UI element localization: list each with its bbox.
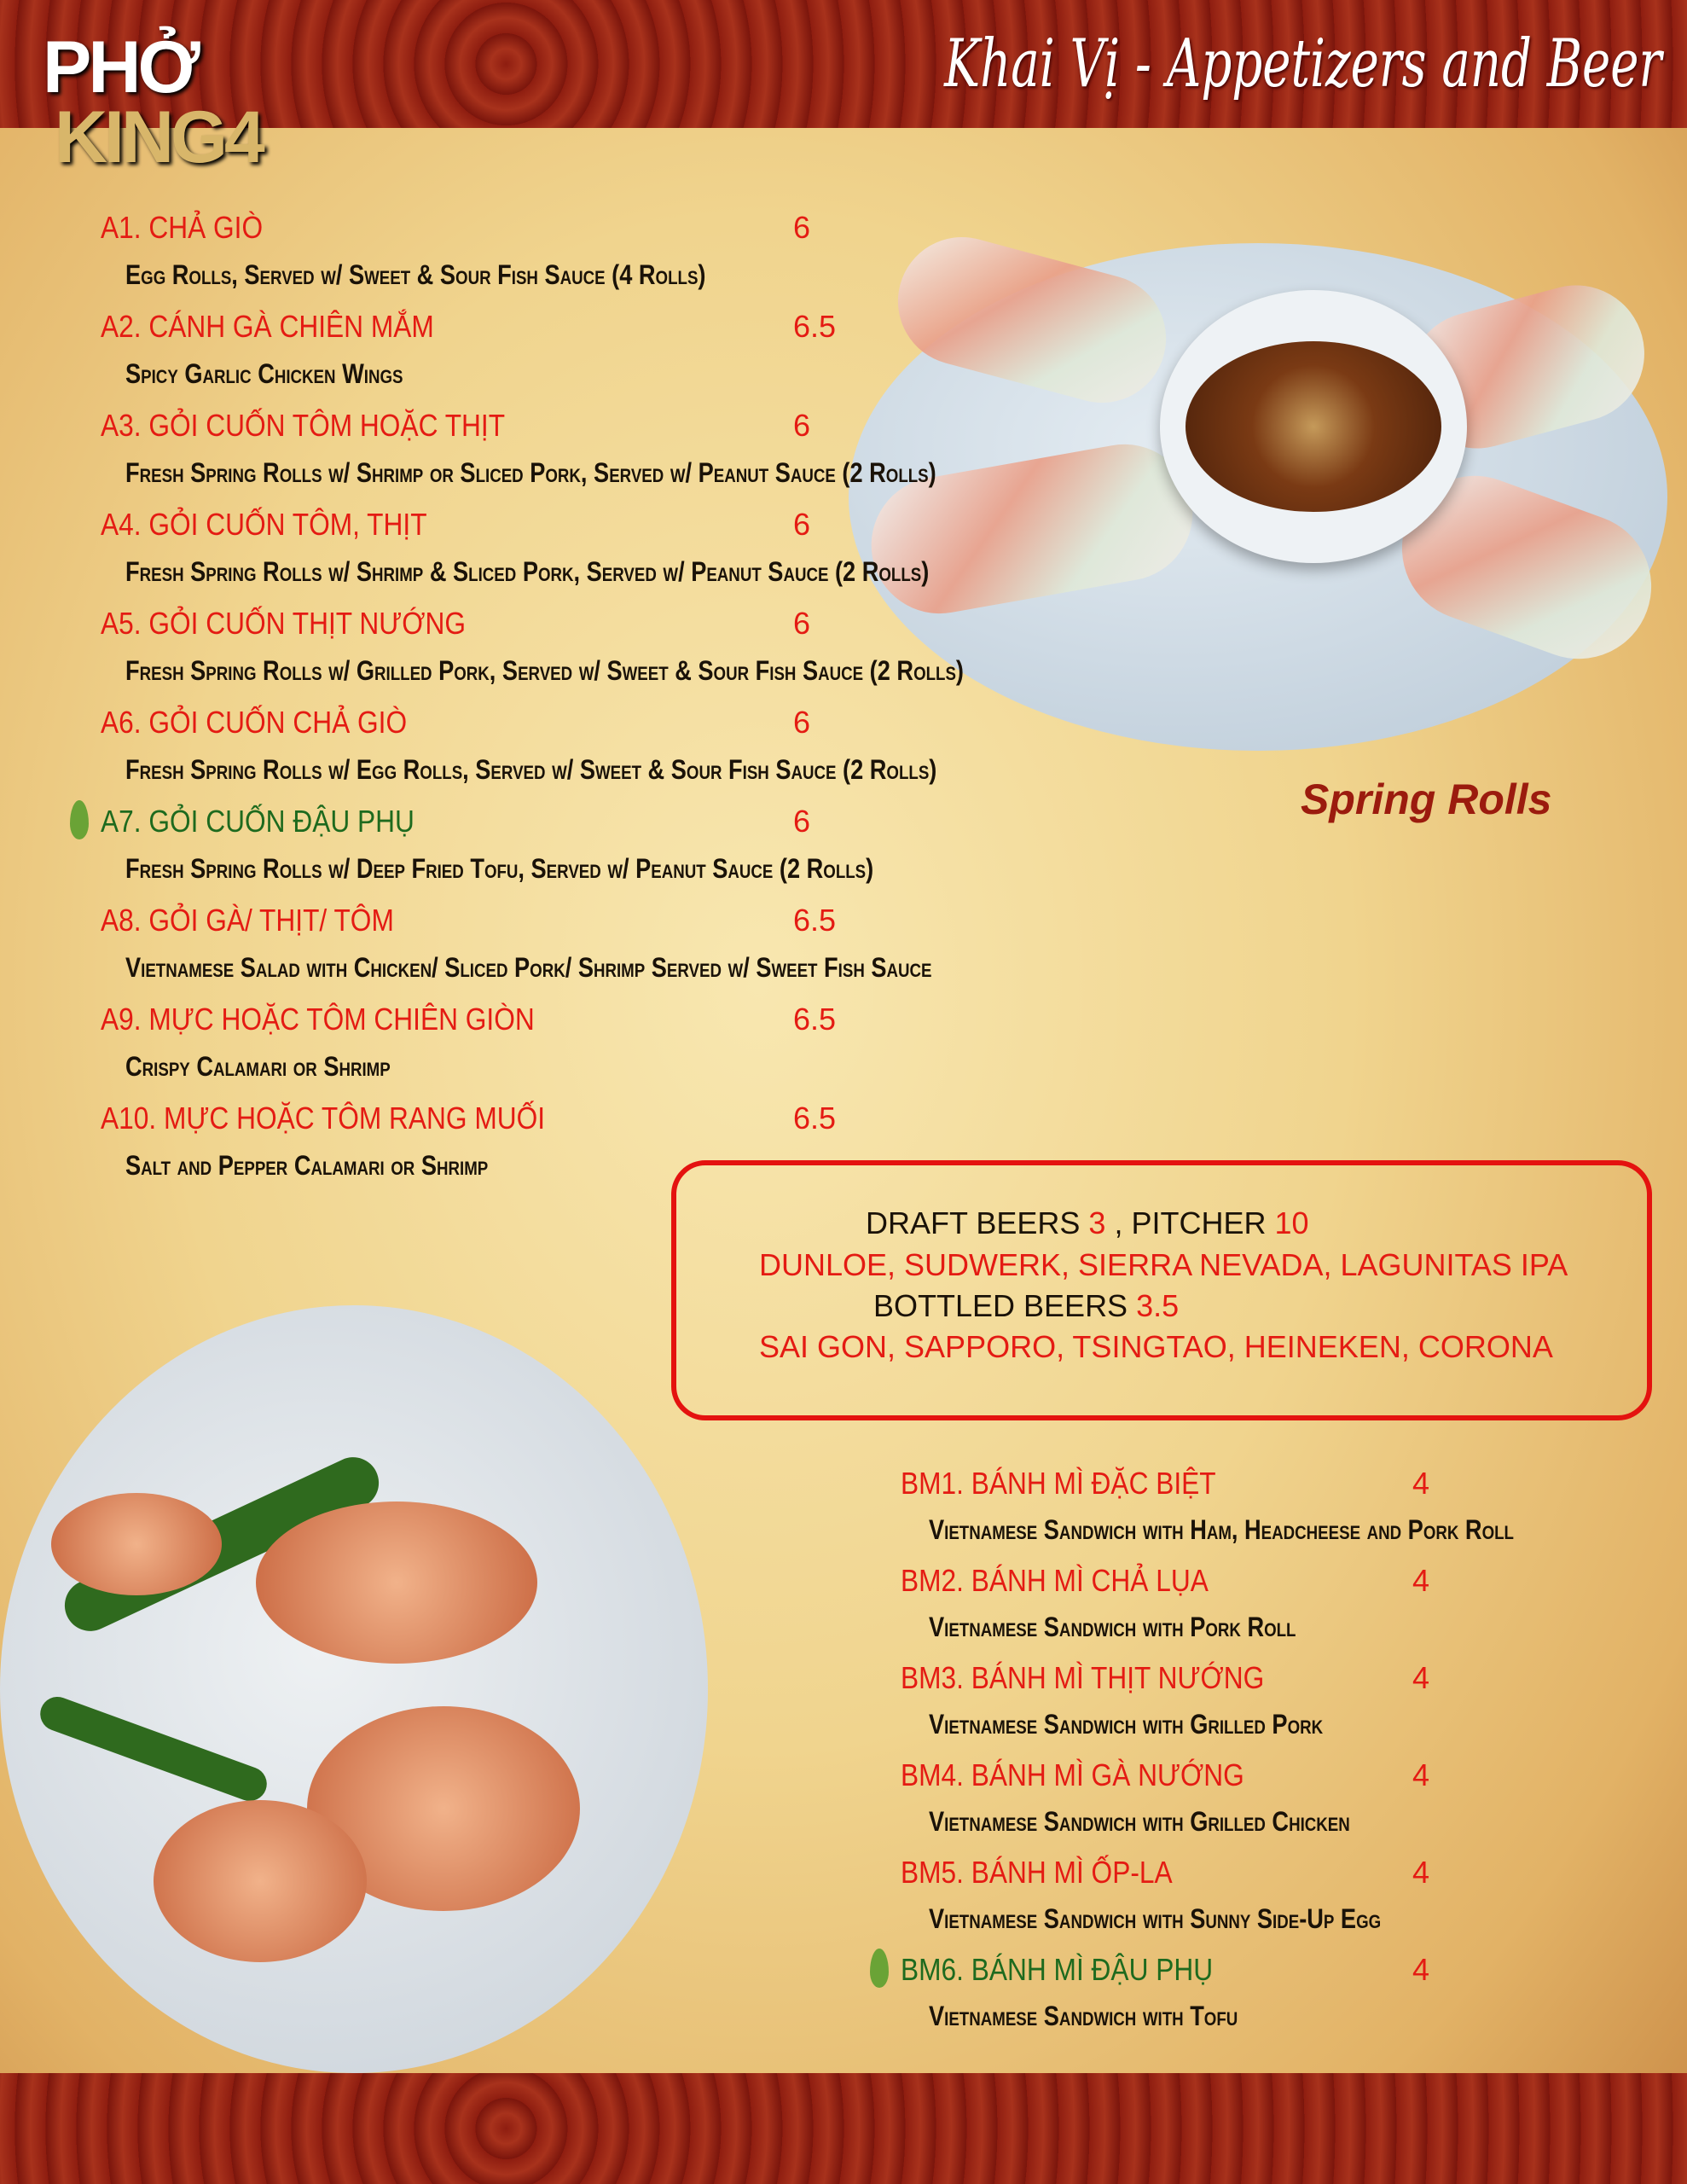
- item-name-text: A2. CÁNH GÀ CHIÊN MẮM: [101, 309, 434, 344]
- draft-beers-line: [866, 1205, 1309, 1241]
- menu-item-price: 6: [793, 606, 811, 641]
- pitcher-price: 10: [1274, 1205, 1309, 1240]
- menu-item-description: Vietnamese Sandwich with Grilled Pork: [929, 1709, 1324, 1740]
- peanut-sauce-bowl: [1160, 290, 1467, 563]
- item-name-text: BM2. BÁNH MÌ CHẢ LỤA: [901, 1563, 1209, 1598]
- shrimp-image: [154, 1800, 367, 1962]
- item-name-text: A10. MỰC HOẶC TÔM RANG MUỐI: [101, 1101, 546, 1136]
- item-name-text: A7. GỎI CUỐN ĐẬU PHỤ: [101, 804, 415, 839]
- item-name-text: BM4. BÁNH MÌ GÀ NƯỚNG: [901, 1757, 1244, 1792]
- menu-item-price: 4: [1412, 1563, 1430, 1598]
- footer-band: [0, 2073, 1687, 2184]
- menu-item-price: 6.5: [793, 1002, 837, 1037]
- logo: [43, 26, 316, 179]
- item-name-text: A1. CHẢ GIÒ: [101, 210, 264, 245]
- item-name-text: A5. GỎI CUỐN THỊT NƯỚNG: [101, 606, 466, 641]
- menu-item-name: [101, 408, 560, 444]
- menu-item-price: 4: [1412, 1466, 1430, 1501]
- menu-item-price: 4: [1412, 1952, 1430, 1987]
- menu-item-name: [101, 903, 434, 938]
- vegetarian-leaf-icon: [70, 800, 89, 839]
- menu-item-description: Spicy Garlic Chicken Wings: [125, 358, 403, 389]
- item-name-text: A9. MỰC HOẶC TÔM CHIÊN GIÒN: [101, 1002, 535, 1037]
- menu-item-price: 6.5: [793, 903, 837, 938]
- menu-item-name: [901, 1855, 1209, 1891]
- menu-item-price: 6: [793, 705, 811, 740]
- menu-item-price: 4: [1412, 1660, 1430, 1695]
- menu-item-description: Fresh Spring Rolls w/ Shrimp or Sliced Pork, Served w/ Peanut Sauce (2 Rolls): [125, 457, 936, 488]
- draft-beer-list: DUNLOE, SUDWERK, SIERRA NEVADA, LAGUNITAS IPA: [759, 1247, 1568, 1282]
- bottled-label: BOTTLED BEERS: [873, 1288, 1128, 1323]
- menu-item-name: [101, 1002, 594, 1037]
- menu-item-description: Vietnamese Salad with Chicken/ Sliced Pork/ Shrimp Served w/ Sweet Fish Sauce: [125, 952, 932, 983]
- item-name-text: BM6. BÁNH MÌ ĐẬU PHỤ: [901, 1952, 1214, 1987]
- shrimp-image: [256, 1502, 537, 1664]
- menu-item-description: Salt and Pepper Calamari or Shrimp: [125, 1150, 489, 1181]
- menu-item-price: 6: [793, 507, 811, 542]
- photo-label: Spring Rolls: [1301, 775, 1552, 823]
- menu-item-description: Vietnamese Sandwich with Tofu: [929, 2001, 1238, 2031]
- menu-item-description: Egg Rolls, Served w/ Sweet & Sour Fish Sauce (4 Rolls): [125, 259, 706, 290]
- menu-item-name: [901, 1660, 1313, 1696]
- item-name-text: BM5. BÁNH MÌ ỐP-LA: [901, 1855, 1173, 1890]
- draft-label: DRAFT BEERS: [866, 1205, 1081, 1240]
- bottled-price: 3.5: [1136, 1288, 1180, 1323]
- menu-item-price: 6: [793, 804, 811, 839]
- menu-item-price: 6.5: [793, 309, 837, 344]
- pitcher-label: , PITCHER: [1114, 1205, 1267, 1240]
- menu-item-description: Vietnamese Sandwich with Ham, Headcheese and Pork Roll: [929, 1514, 1514, 1545]
- item-name-text: A8. GỎI GÀ/ THỊT/ TÔM: [101, 903, 394, 938]
- menu-item-price: 4: [1412, 1757, 1430, 1792]
- draft-price: 3: [1088, 1205, 1106, 1240]
- item-name-text: A4. GỎI CUỐN TÔM, THỊT: [101, 507, 427, 542]
- shrimp-photo: [0, 1305, 708, 2073]
- item-name-text: BM3. BÁNH MÌ THỊT NƯỚNG: [901, 1660, 1265, 1695]
- item-name-text: A6. GỎI CUỐN CHẢ GIÒ: [101, 705, 408, 740]
- menu-item-price: 6: [793, 210, 811, 245]
- menu-item-description: Vietnamese Sandwich with Pork Roll: [929, 1612, 1296, 1642]
- menu-item-name: [101, 705, 449, 741]
- menu-item-name: [901, 1563, 1250, 1599]
- menu-item-name: [101, 309, 479, 345]
- menu-item-name: [901, 1466, 1259, 1502]
- item-name-text: BM1. BÁNH MÌ ĐẶC BIỆT: [901, 1466, 1216, 1501]
- page-title: Khai Vị - Appetizers and Beer: [943, 26, 1661, 102]
- menu-item-name: [101, 1101, 606, 1136]
- menu-item-description: Fresh Spring Rolls w/ Grilled Pork, Served w/ Sweet & Sour Fish Sauce (2 Rolls): [125, 655, 964, 686]
- menu-item-name: [101, 606, 515, 642]
- menu-item-description: Vietnamese Sandwich with Grilled Chicken: [929, 1806, 1350, 1837]
- menu-item-description: Fresh Spring Rolls w/ Deep Fried Tofu, Served w/ Peanut Sauce (2 Rolls): [125, 853, 874, 884]
- bottled-beers-line: [873, 1288, 1179, 1324]
- bottled-beer-list: SAI GON, SAPPORO, TSINGTAO, HEINEKEN, CORONA: [759, 1329, 1553, 1364]
- menu-item-name: [101, 804, 457, 839]
- vegetarian-leaf-icon: [870, 1949, 889, 1988]
- item-name-text: A3. GỎI CUỐN TÔM HOẶC THỊT: [101, 408, 506, 443]
- menu-item-name: [901, 1952, 1255, 1988]
- menu-item-price: 6: [793, 408, 811, 443]
- menu-item-description: Crispy Calamari or Shrimp: [125, 1051, 391, 1082]
- shrimp-image: [51, 1493, 222, 1595]
- logo-text-king: KING4: [55, 96, 262, 178]
- menu-item-description: Fresh Spring Rolls w/ Egg Rolls, Served w/ Sweet & Sour Fish Sauce (2 Rolls): [125, 754, 937, 785]
- logo-text-pho: PHỞ: [43, 26, 197, 108]
- menu-item-name: [101, 210, 285, 246]
- menu-item-description: Fresh Spring Rolls w/ Shrimp & Sliced Pork, Served w/ Peanut Sauce (2 Rolls): [125, 556, 930, 587]
- menu-item-price: 6.5: [793, 1101, 837, 1136]
- menu-item-price: 4: [1412, 1855, 1430, 1890]
- menu-item-description: Vietnamese Sandwich with Sunny Side-Up Egg: [929, 1903, 1382, 1934]
- menu-item-name: [101, 507, 472, 543]
- menu-item-name: [901, 1757, 1291, 1793]
